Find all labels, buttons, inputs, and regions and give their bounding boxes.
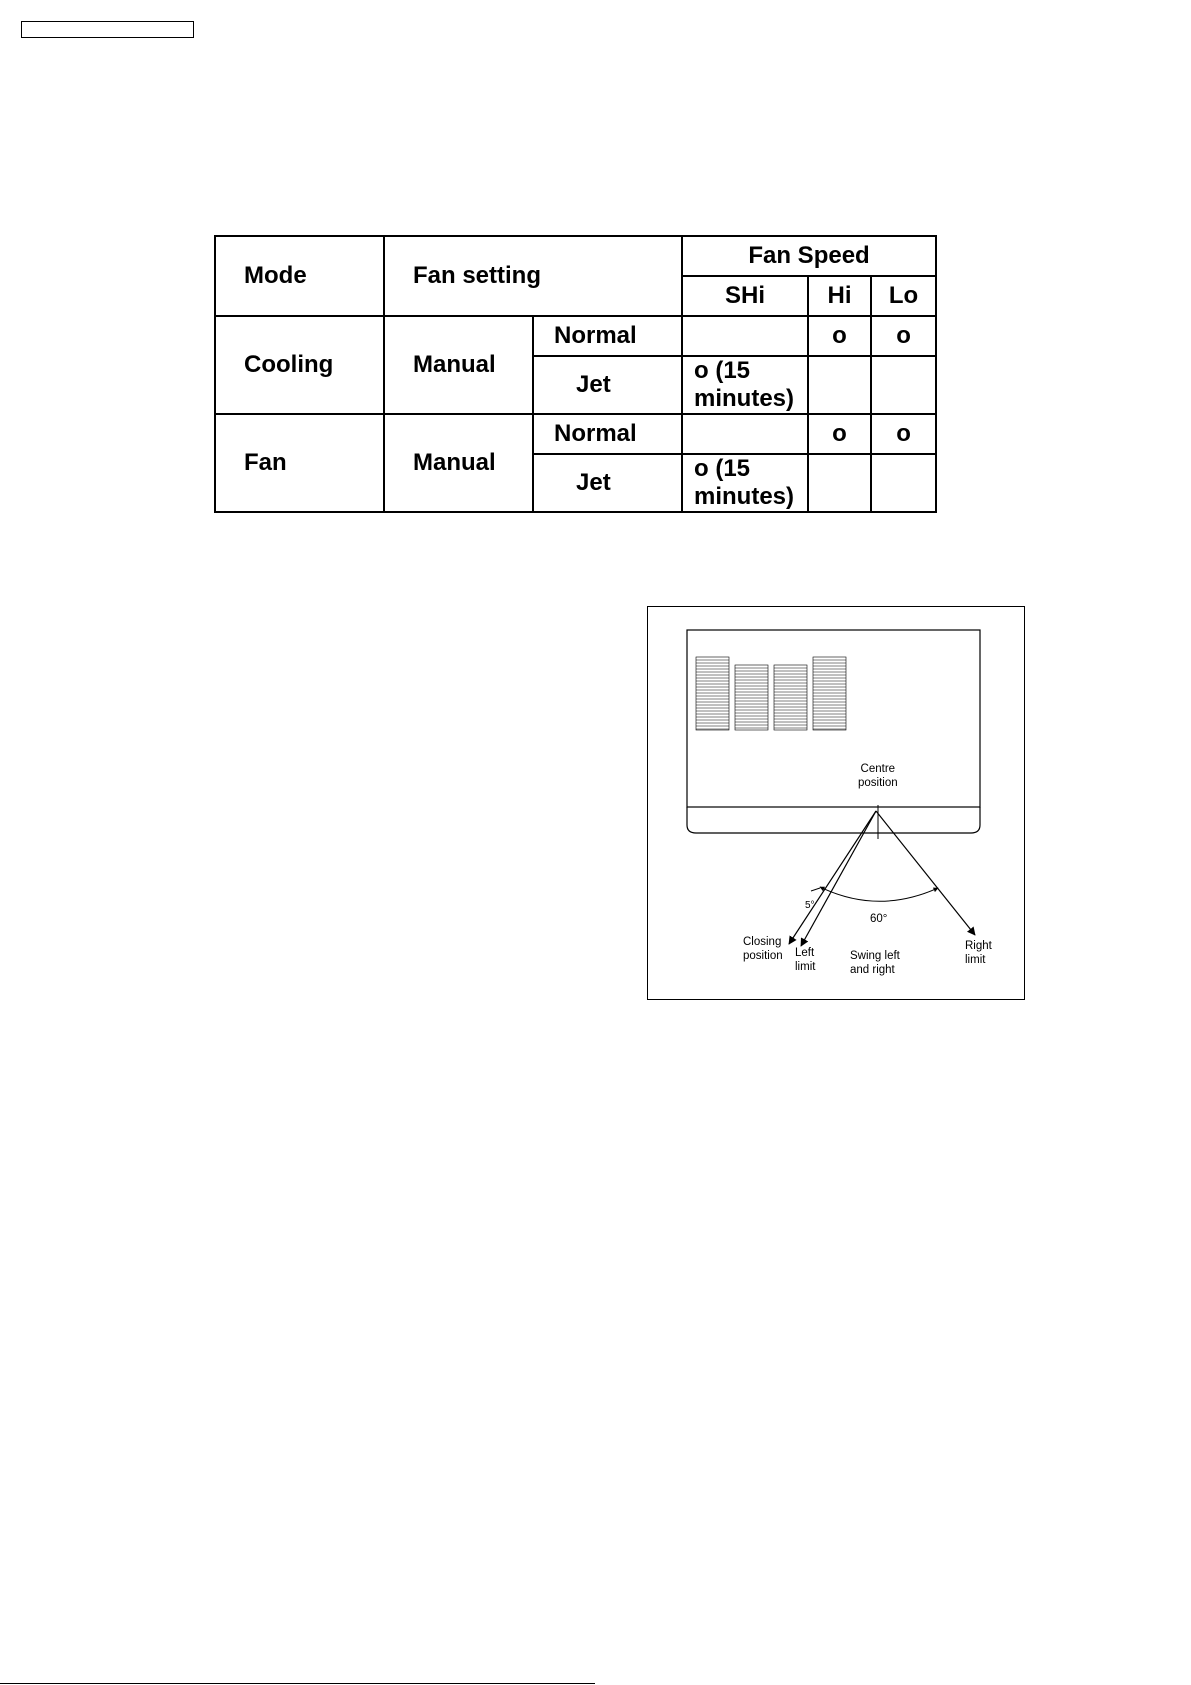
swing-label-line2: and right	[850, 964, 895, 976]
swing-label	[850, 949, 900, 977]
fan-speed-table	[214, 235, 937, 513]
swing-arc	[820, 887, 938, 901]
fan-setting-cell: Manual	[384, 316, 533, 414]
shi-cell	[682, 414, 808, 454]
mode-cell: Fan	[215, 414, 384, 512]
centre-label-line2: position	[858, 777, 898, 789]
hi-cell	[808, 454, 871, 512]
angle-5-label: 5°	[805, 900, 815, 911]
right-limit-label	[965, 939, 992, 967]
mode-cell: Cooling	[215, 316, 384, 414]
shi-cell: o (15 minutes)	[682, 454, 808, 512]
closing-arrow	[789, 811, 876, 944]
table-row	[215, 316, 936, 356]
right-label-line1: Right	[965, 940, 992, 952]
footer-rule	[0, 1683, 595, 1684]
header-hi: Hi	[808, 276, 871, 316]
closing-label-line1: Closing	[743, 936, 782, 948]
hi-cell: o	[808, 414, 871, 454]
hi-cell	[808, 356, 871, 414]
left-label-line2: limit	[795, 961, 816, 973]
sub-setting-cell: Normal	[533, 414, 682, 454]
header-shi: SHi	[682, 276, 808, 316]
closing-label-line2: position	[743, 950, 783, 962]
centre-label-line1: Centre	[860, 763, 896, 775]
sub-setting-cell: Jet	[533, 356, 682, 414]
angle-60-label: 60°	[870, 913, 888, 925]
left-limit-arrow	[801, 811, 876, 946]
right-label-line2: limit	[965, 954, 986, 966]
right-limit-arrow	[876, 811, 975, 935]
left-limit-label	[795, 946, 815, 974]
closing-position-label	[743, 935, 783, 963]
louver-swing-diagram	[647, 606, 1025, 1000]
display-segments	[696, 657, 846, 730]
swing-label-line1: Swing left	[850, 950, 900, 962]
angle-5-arc	[811, 888, 820, 891]
shi-cell: o (15 minutes)	[682, 356, 808, 414]
centre-position-label	[858, 762, 898, 790]
lo-cell	[871, 356, 936, 414]
left-label-line1: Left	[795, 947, 815, 959]
header-fan-speed: Fan Speed	[682, 236, 936, 276]
shi-cell	[682, 316, 808, 356]
lo-cell: o	[871, 316, 936, 356]
sub-setting-cell: Jet	[533, 454, 682, 512]
table-row	[215, 414, 936, 454]
header-mode: Mode	[215, 236, 384, 316]
fan-setting-cell: Manual	[384, 414, 533, 512]
lo-cell	[871, 454, 936, 512]
sub-setting-cell: Normal	[533, 316, 682, 356]
header-lo: Lo	[871, 276, 936, 316]
fan-speed-table-container	[214, 235, 937, 513]
header-fan-setting: Fan setting	[384, 236, 682, 316]
table-header-row	[215, 236, 936, 276]
header-box	[21, 21, 194, 38]
lo-cell: o	[871, 414, 936, 454]
hi-cell: o	[808, 316, 871, 356]
